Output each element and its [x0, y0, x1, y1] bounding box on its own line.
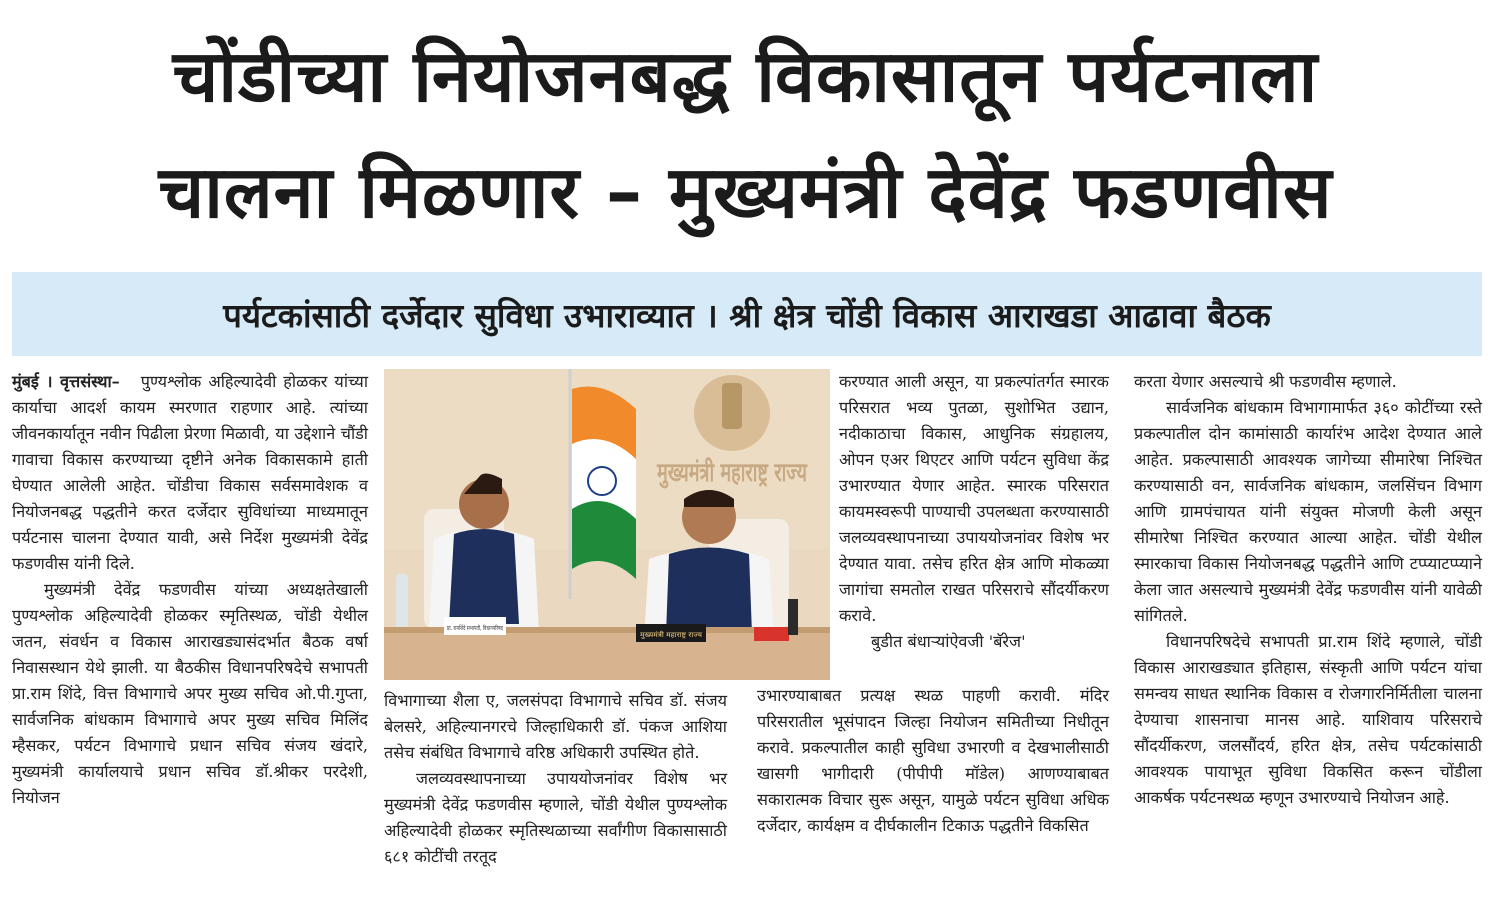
col2-p2: जलव्यवस्थापनाच्या उपाययोजनांवर विशेष भर मुख्यमंत्री देवेंद्र फडणवीस म्हणाले, चोंडी येथील पुण्यश्लोक अहिल्यादेवी होळकर स्मृतिस्थळाच्या सर्वांगीण विकासासाठी ६८१ कोटींची तरतूद [384, 769, 727, 866]
wall-text: मुख्यमंत्री महाराष्ट्र राज्य [657, 458, 874, 488]
column-3-lower [757, 683, 1109, 839]
subheadline: पर्यटकांसाठी दर्जेदार सुविधा उभाराव्यात । श्री क्षेत्र चोंडी विकास आराखडा आढावा बैठक [223, 295, 1271, 335]
column-1 [12, 369, 368, 811]
column-4 [1134, 369, 1482, 811]
subheadline-bar [12, 272, 1482, 356]
col2-p1: विभागाच्या शैला ए, जलसंपदा विभागाचे सचिव डॉ. संजय बेलसरे, अहिल्यानगरचे जिल्हाधिकारी डॉ. पंकज आशिया तसेच संबंधित विभागाचे वरिष्ठ अधिकारी उपस्थित होते. [384, 691, 727, 762]
svg-text:मुख्यमंत्री महाराष्ट्र राज्य: मुख्यमंत्री महाराष्ट्र राज्य [640, 631, 698, 639]
col1-p2: मुख्यमंत्री देवेंद्र फडणवीस यांच्या अध्यक्षतेखाली पुण्यश्लोक अहिल्यादेवी होळकर स्मृतिस्थळ, चोंडी येथील जतन, संवर्धन व विकास आराखड्यासंदर्भात बैठक वर्षा निवासस्थान येथे झाली. या बैठकीस विधानपरिषदेचे सभापती प्रा.राम शिंदे, वित्त विभागाचे अपर मुख्य सचिव ओ.पी.गुप्ता, सार्वजनिक बांधकाम विभागाचे अपर मुख्य सचिव मिलिंद म्हैसकर, पर्यटन विभागाचे प्रधान सचिव संजय खंदारे, मुख्यमंत्री कार्यालयाचे प्रधान सचिव डॉ.श्रीकर परदेशी, नियोजन [12, 580, 368, 807]
paragraph [12, 369, 368, 577]
headline [0, 18, 1491, 250]
col3-p2a: बुडीत बंधाऱ्यांऐवजी 'बॅरेज' [871, 632, 1026, 651]
headline-line-1: चोंडीच्या नियोजनबद्ध विकासातून पर्यटनाला [172, 34, 1319, 118]
col3-p1: करण्यात आली असून, या प्रकल्पांतर्गत स्मारक परिसरात भव्य पुतळा, सुशोभित उद्यान, नदीकाठाचा विकास, आधुनिक संग्रहालय, ओपन एअर थिएटर आणि पर्यटन सुविधा केंद्र उभारण्यात येणार आहेत. स्मारक परिसरात कायमस्वरूपी पाण्याची उपलब्धता करण्यासाठी जलव्यवस्थापनाच्या उपाययोजनांवर विशेष भर देण्यात यावा. तसेच हरित क्षेत्र आणि मोकळ्या जागांचा समतोल राखत परिसराचे सौंदर्यीकरण करावे. [839, 372, 1109, 625]
svg-text:प्रा. रामशिंदे सभापती, विधानपर: प्रा. रामशिंदे सभापती, विधानपरिषद [447, 625, 524, 632]
column-2 [384, 688, 727, 870]
dateline: मुंबई । वृत्तसंस्था– [12, 372, 120, 391]
col4-p3: विधानपरिषदेचे सभापती प्रा.राम शिंदे म्हणाले, चोंडी विकास आराखड्यात इतिहास, संस्कृती आणि पर्यटन यांचा समन्वय साधत स्थानिक विकास व रोजगारनिर्मितीला चालना देण्याचा शासनाचा मानस आहे. याशिवाय परिसराचे सौंदर्यीकरण, जलसौंदर्य, हरित क्षेत्र, तसेच पर्यटकांसाठी आवश्यक पायाभूत सुविधा विकसित करून चोंडीला आकर्षक पर्यटनस्थळ म्हणून उभारण्याचे नियोजन आहे. [1134, 632, 1482, 807]
col4-p1: करता येणार असल्याचे श्री फडणवीस म्हणाले. [1134, 372, 1397, 391]
column-3-upper [839, 369, 1109, 655]
meeting-photo-illustration [384, 369, 874, 680]
meeting-photo [384, 369, 874, 680]
headline-line-2: चालना मिळणार – मुख्यमंत्री देवेंद्र फडणवीस [158, 150, 1333, 234]
col1-p1: पुण्यश्लोक अहिल्यादेवी होळकर यांच्या कार्याचा आदर्श कायम स्मरणात राहणार आहे. त्यांच्या जीवनकार्यातून नवीन पिढीला प्रेरणा मिळावी, या उद्देशाने चौंडी गावाचा विकास करण्याच्या दृष्टीने अनेक विकासकामे हाती घेण्यात आलेली आहेत. चोंडीचा विकास सर्वसमावेशक व नियोजनबद्ध पद्धतीने करत दर्जेदार सुविधांच्या माध्यमातून पर्यटनास चालना देण्यात यावी, असे निर्देश मुख्यमंत्री देवेंद्र फडणवीस यांनी दिले. [12, 372, 369, 573]
col4-p2: सार्वजनिक बांधकाम विभागामार्फत ३६० कोटींच्या रस्ते प्रकल्पातील दोन कामांसाठी कार्यारंभ आदेश देण्यात आले आहेत. प्रकल्पासाठी आवश्यक जागेच्या सीमारेषा निश्चित करण्यासाठी वन, सार्वजनिक बांधकाम, जलसिंचन विभाग आणि ग्रामपंचायत यांनी संयुक्त मोजणी केली असून सीमारेषा निश्चित करण्यात आल्या आहेत. चोंडी येथील स्मारकाचा विकास नियोजनबद्ध पद्धतीने आणि टप्प्याटप्प्याने केला जात असल्याचे मुख्यमंत्री देवेंद्र फडणवीस यांनी यावेळी सांगितले. [1134, 398, 1482, 625]
col3-p2b: उभारण्याबाबत प्रत्यक्ष स्थळ पाहणी करावी. मंदिर परिसरातील भूसंपादन जिल्हा नियोजन समितीच्या निधीतून करावे. प्रकल्पातील काही सुविधा उभारणी व देखभालीसाठी खासगी भागीदारी (पीपीपी मॉडेल) आणण्याबाबत सकारात्मक विचार सुरू असून, यामुळे पर्यटन सुविधा अधिक दर्जेदार, कार्यक्षम व दीर्घकालीन टिकाऊ पद्धतीने विकसित [757, 686, 1109, 835]
